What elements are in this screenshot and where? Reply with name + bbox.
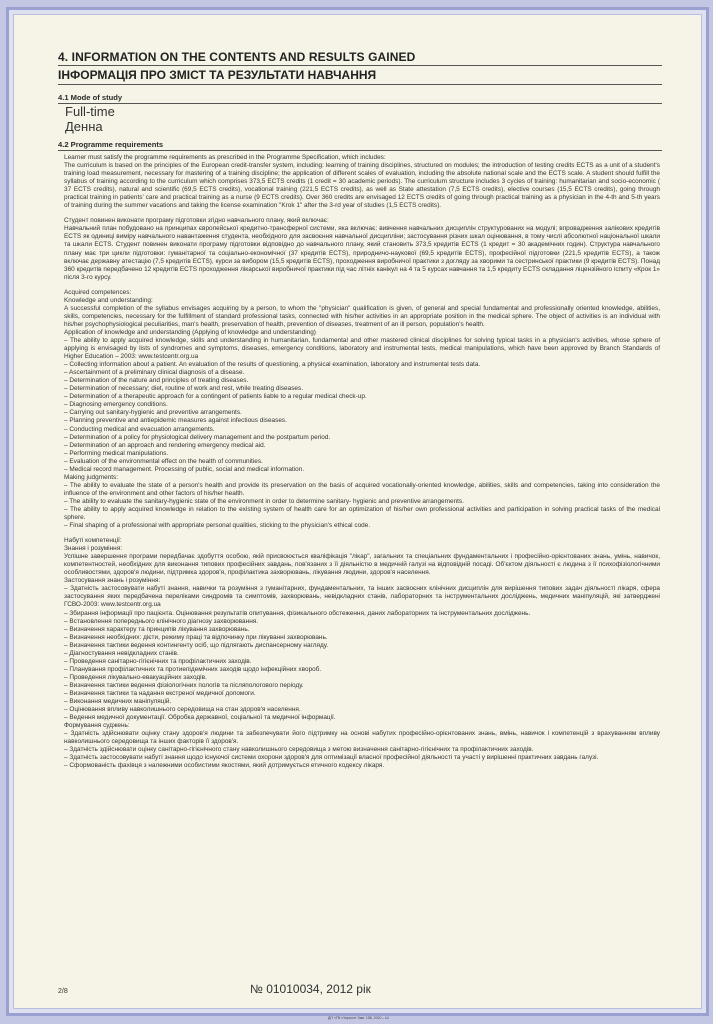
requirements-en: [64, 154, 660, 210]
heading-rule: [58, 65, 662, 66]
competence-ua-line: Знання і розуміння:: [64, 545, 122, 553]
competence-en-line: – Performing medical manipulations.: [64, 449, 169, 457]
competence-ua-line: Набуті компетенції:: [64, 537, 122, 545]
competence-en-line: – Collecting information about a patient. An evaluation of the results of questioning, a physical examination, laboratory and instrumental tests data.: [64, 361, 481, 369]
competence-en-line: – Determination of a therapeutic approach for a contingent of patients liable to a regular medical check-up.: [64, 393, 367, 401]
requirements-text: [64, 154, 660, 770]
competences-ua: [64, 537, 660, 770]
competence-ua-line: Застосування знань і розуміння:: [64, 577, 161, 585]
competences-en: [64, 289, 660, 530]
competence-ua-line: – Визначення тактики та надання екстреної медичної допомоги.: [64, 690, 256, 697]
competence-en-line: – Diagnosing emergency conditions.: [64, 401, 168, 409]
heading-rule-bottom: [58, 84, 662, 85]
competence-en-line: – Carrying out sanitary-hygienic and preventive arrangements.: [64, 409, 242, 417]
competence-ua-line: – Здатність застосовувати набуті знання щодо існуючої системи охорони здоров'я для оптимізації власної професійної діяльності та участі у вирішенні практичних завдань галузі.: [64, 754, 599, 762]
competence-en-line: – The ability to apply acquired knowledge in relation to the existing system of health care for an optimization of his/her own professional activities and participation in solving practical tasks of the medical sphere.: [64, 505, 660, 522]
competence-ua-line: – Збирання інформації про пацієнта. Оцінювання результатів опитування, фізикального обстеження, даних лабораторних та інструментальних досліджень.: [64, 609, 531, 617]
competence-ua-line: – Сформованість фахівця з належними особистими якостями, який дотримується етичного кодексу лікаря.: [64, 762, 385, 770]
competence-ua-line: – Здатність здійснювати оцінку санітарно-гігієнічного стану навколишнього середовища з метою визначення санітарно-гігієнічних та профілактичних заходів.: [64, 746, 534, 754]
mode-label: 4.1 Mode of study: [58, 93, 123, 102]
competence-ua-line: – Визначення тактики ведення контингенту осіб, що підлягають диспансерному нагляду.: [64, 641, 329, 649]
competence-en-line: – Evaluation of the environmental effect on the health of communities.: [64, 457, 263, 465]
competence-en-line: – Determination of an approach and rendering emergency medical aid.: [64, 441, 266, 449]
competence-ua-line: – Встановлення попереднього клінічного діагнозу захворювання.: [64, 617, 259, 625]
competence-en-line: – The ability to evaluate the sanitary-hygienic state of the environment in order to determine sanitary- hygienic and preventive arrangements.: [64, 497, 464, 505]
competence-en-line: – Ascertainment of a preliminary clinical diagnosis of a disease.: [64, 369, 245, 377]
competence-en-line: Application of knowledge and understanding (Applying of knowledge and understanding): [64, 328, 316, 336]
competence-en-line: – Conducting medical and evacuation arrangements.: [64, 425, 215, 433]
document-content: [58, 50, 662, 1000]
competence-ua-line: – Проведення санітарно-гігієнічних та профілактичних заходів.: [64, 657, 252, 665]
competence-en-line: – Determination of the nature and principles of treating diseases.: [64, 377, 249, 385]
competence-en-line: Making judgments:: [64, 473, 119, 481]
req-ua-line: Студент повинен виконати програму підготовки згідно навчального плану, який включає:: [64, 217, 329, 225]
competence-ua-line: Успішне завершення програми передбачає здобуття особою, якій присвоюється кваліфікація "лікар", загальних та спеціальних фундаментальних і професійно-орієнтованих знань, умінь, навичок, компетентностей, необхідних для виконання типових професійних завдань, пов'язаних з її діяльністю в медичній галузі на відповідній посаді. Об'єктом діяльності є людина з її психофізіологічними особливостями, здоров'я людини, підтримка здоров'я, профілактика захворювань, лікування людини, здоров'я населення.: [64, 553, 660, 577]
competence-en-line: Acquired competences:: [64, 288, 132, 296]
mode-en: Full-time: [65, 104, 115, 119]
competence-ua-line: – Діагностування невідкладних станів.: [64, 649, 179, 657]
competence-en-line: – The ability to apply acquired knowledge, skills and understanding in humanitarian, fundamental and other mastered clinical disciplines for solving typical tasks in a physician's activities, whose sphere of applying is envisaged by lists of syndromes and symptoms, diseases, emergency conditions, laboratory and instrumental tests, medical manipulations, which have been approved by Branch Standards of Higher Education – 2003: www.testcentr.org.ua: [64, 336, 660, 361]
heading-ua: ІНФОРМАЦІЯ ПРО ЗМІСТ ТА РЕЗУЛЬТАТИ НАВЧАННЯ: [58, 68, 377, 82]
competence-ua-line: Формування суджень:: [64, 722, 130, 730]
competence-ua-line: – Проведення лікувально-евакуаційних заходів.: [64, 673, 207, 681]
competence-en-line: – The ability to evaluate the state of a person's health and provide its preservation on the basis of acquired vocationally-oriented knowledge, abilities, skills and competencies, taking into consideration the influence of the environment and other factors of his/her health.: [64, 481, 660, 497]
competence-ua-line: – Визначення характеру та принципів лікування захворювань.: [64, 625, 250, 633]
mode-ua: Денна: [65, 119, 103, 134]
competence-en-line: Knowledge and understanding:: [64, 296, 153, 304]
competence-ua-line: – Визначення необхідних: дієти, режиму праці та відпочинку при лікуванні захворювань.: [64, 633, 328, 641]
competence-ua-line: – Ведення медичної документації. Обробка державної, соціальної та медичної інформації.: [64, 714, 336, 722]
req-ua-line: Навчальний план побудовано на принципах європейської кредитно-трансферної системи, яка включає: вивчення навчальних дисциплін структурованих на модулі; впровадження залікових кредитів ECTS як одиниці виміру навчального навантаження студента, необхідного для засвоєння навчальної дисципліни; застосування різних шкал оцінювання, в тому числі абсолютної національної шкали та шкали ECTS. Студент повинен виконати програму підготовки відповідно до навчального плану, який становить 373,5 кредитів ECTS (1 кредит = 30 академічних годин). Структура навчального плану має три цикли підготовки: гуманітарної та соціально-економічної (37 кредитів ECTS), природничо-наукової (69,5 кредитів ECTS), професійної підготовки (221,5 кредитів ECTS), а також включає державну атестацію (7,5 кредитів ECTS), курси за вибором (15,5 кредитів ECTS), проходження виробничої практики з догляду за хворими та сестринської практики (9 кредитів ECTS). Понад 360 кредитів передбачено 12 кредитів ECTS проходження лікарської виробничої практики під час літніх канікул на 4 та 5 курсах навчання та 1,5 кредиту ECTS складання ліцензійного іспиту «Крок 1» після 3-го курсу.: [64, 225, 660, 281]
competence-ua-line: – Визначення тактики ведення фізіологічних пологів та післяпологового періоду.: [64, 681, 304, 689]
page-number: 2/8: [58, 988, 68, 995]
req-en-line: Learner must satisfy the programme requirements as prescribed in the Programme Specification, which includes:: [64, 154, 386, 161]
print-note: ДП «ТВ «Укрпол» Зам. 158, 2010 – Ш: [328, 1016, 389, 1020]
competence-ua-line: – Здатність застосовувати набуті знання, навички та розуміння з гуманітарних, фундаментальних, та інших засвоєних клінічних дисциплін для вирішення типових задач діяльності лікаря, сфера застосування яких передбачена переліками синдромів та симптомів, захворювань, невідкладних станів, лабораторних та інструментальних досліджень, медичних маніпуляцій, які затверджені ГСВО-2003: www.testcentr.org.ua: [64, 585, 660, 609]
heading-en: 4. INFORMATION ON THE CONTENTS AND RESULTS GAINED: [58, 50, 416, 64]
document-number: № 01010034, 2012 рік: [250, 982, 371, 996]
competence-en-line: A successful completion of the syllabus envisages acquiring by a person, to whom the "physician" qualification is given, of general and special fundamental and professionally oriented knowledge, abilities, skills, competencies, necessary for the fulfillment of standard professional tasks, connected with his/her activities in an appropriate position in the medical sphere. The object of activities is an individual with his/her psychophysiological peculiarities, man's health, preservation of health, prevention of diseases, treatment of an ill person, population's health.: [64, 304, 660, 328]
competence-ua-line: – Виконання медичних маніпуляцій.: [64, 698, 172, 706]
competence-ua-line: – Оцінювання впливу навколишнього середовища на стан здоров'я населення.: [64, 706, 301, 714]
competence-en-line: – Final shaping of a professional with appropriate personal qualities, sticking to the physician's ethical code.: [64, 522, 371, 530]
competence-en-line: – Medical record management. Processing of public, social and medical information.: [64, 465, 305, 473]
requirements-rule: [58, 150, 662, 151]
requirements-label: 4.2 Programme requirements: [58, 140, 164, 149]
requirements-ua: [64, 217, 660, 281]
competence-ua-line: – Здатність здійснювати оцінку стану здоров'я людини та забезпечувати його підтримку на основі набутих професійно-орієнтованих знань, вмінь, навичок і компетенцій з врахуванням впливу навколишнього середовища та інших факторів її здоров'я.: [64, 730, 660, 746]
competence-en-line: – Determination of a policy for physiological delivery management and the postpartum period.: [64, 433, 331, 441]
competence-ua-line: – Планування профілактичних та протиепідемічних заходів щодо інфекційних хвороб.: [64, 665, 322, 673]
competence-en-line: – Planning preventive and antiepidemic measures against infectious diseases.: [64, 417, 287, 425]
competence-en-line: – Determination of necessary; diet, routine of work and rest, while treating diseases.: [64, 385, 304, 393]
req-en-line: The curriculum is based on the principles of the European credit-transfer system, including: learning of training disciplines, structured on modules; the introduction of testing credits ECTS as a unit of a student's training load measurement, necessary for mastering of a training discipline; the application of different scales of evaluation, including the absolute national scale and the ECTS scale. A student should fulfill the syllabus of training according to the curriculum which comprises 373,5 ECTS credits (1 credit = 30 academic periods). The curriculum structure includes 3 cycles of training: humanitarian and socio-economic ( 37 ECTS credits), natural and scientific (69,5 ECTS credits), vocational training (221,5 ECTS credits), as well as State attestation (7,5 ECTS credits), elective courses (15,5 ECTS credits), going through practical training in patients' care and practical training as a nurse (9 ECTS credits). Over 360 credits are envisaged 12 ECTS credits of going through practical training as a physician in the 4-th and 5-th years of training during the summer vacations and taking the license examination "Krok 1" after the 3-rd year of studies (1,5 ECTS credits).: [64, 162, 660, 210]
